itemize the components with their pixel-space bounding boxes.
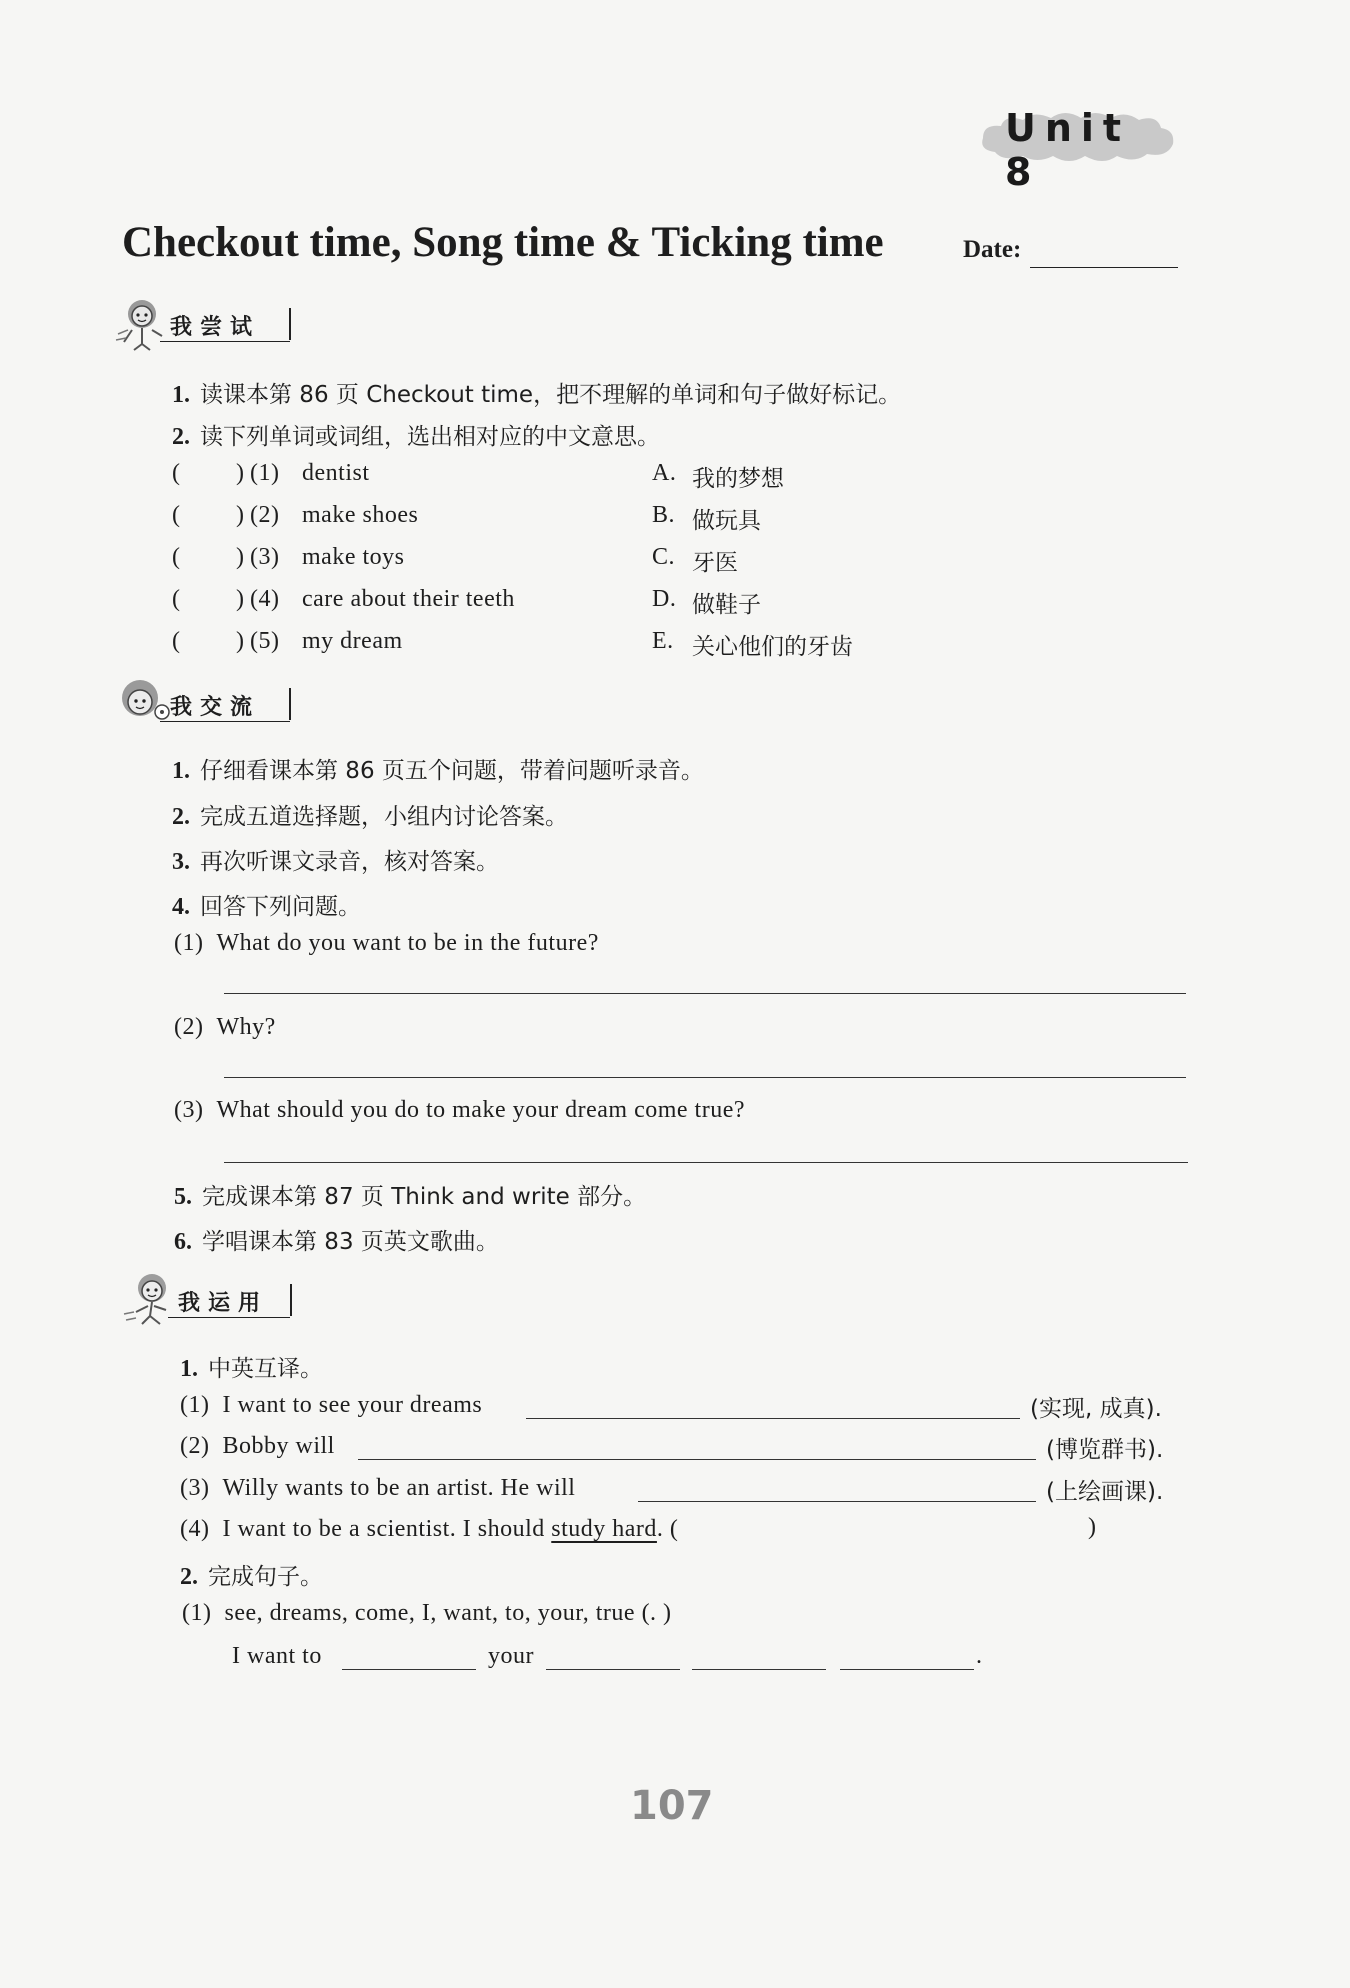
question-number: (1) <box>182 1600 212 1626</box>
item-text: 回答下列问题。 <box>200 894 361 920</box>
boy-cartoon-icon <box>112 672 174 734</box>
talk-item-5 <box>174 1178 646 1211</box>
item-number: 5. <box>174 1184 192 1210</box>
item-number: 1. <box>172 758 190 784</box>
row-text: I want to be a scientist. I should <box>222 1516 552 1542</box>
match-chinese: 牙医 <box>692 550 738 576</box>
match-letter: D. <box>652 586 677 612</box>
translate-blank-3[interactable] <box>638 1501 1036 1502</box>
section-underline <box>160 341 290 342</box>
reorder-blank-2[interactable] <box>546 1669 680 1670</box>
question-text: What do you want to be in the future? <box>216 930 599 956</box>
item-number: 3. <box>172 849 190 875</box>
item-text: 完成五道选择题，小组内讨论答案。 <box>200 804 568 830</box>
question-2 <box>174 1014 276 1041</box>
question-text: Why? <box>216 1014 276 1040</box>
translate-blank-2[interactable] <box>358 1459 1036 1460</box>
item-text: 读下列单词或词组，选出相对应的中文意思。 <box>200 424 660 450</box>
translate-blank-1[interactable] <box>526 1418 1020 1419</box>
try-item-1 <box>172 376 901 409</box>
answer-middle: your <box>488 1643 534 1669</box>
match-english: my dream <box>302 628 403 654</box>
item-text: 再次听课文录音，核对答案。 <box>200 849 499 875</box>
match-letter: E. <box>652 628 674 654</box>
match-english: care about their teeth <box>302 586 515 612</box>
question-number: (1) <box>174 930 204 956</box>
reorder-blank-4[interactable] <box>840 1669 974 1670</box>
reorder-blank-1[interactable] <box>342 1669 476 1670</box>
date-label: Date: <box>963 236 1022 263</box>
girl-cartoon-icon <box>112 292 172 352</box>
item-number: 2. <box>172 424 190 450</box>
translate-row-2 <box>180 1433 335 1460</box>
answer-paren-open[interactable]: ( <box>172 544 180 570</box>
question-1 <box>174 930 599 957</box>
match-chinese: 做鞋子 <box>692 592 761 618</box>
talk-item-3 <box>172 843 499 876</box>
question-number: (2) <box>174 1014 204 1040</box>
answer-paren-close[interactable]: ) <box>236 628 244 654</box>
row-text: Willy wants to be an artist. He will <box>222 1475 576 1501</box>
unit-label: Unit 8 <box>1005 106 1131 194</box>
match-number: (3) <box>250 544 280 570</box>
answer-paren-close[interactable]: ) <box>1088 1514 1097 1540</box>
match-number: (4) <box>250 586 280 612</box>
answer-line-2[interactable] <box>224 1077 1186 1078</box>
section-underline <box>160 721 290 722</box>
item-text: 仔细看课本第 86 页五个问题，带着问题听录音。 <box>200 758 704 784</box>
item-number: 1. <box>180 1356 198 1382</box>
section-try-header <box>112 292 312 352</box>
match-letter: A. <box>652 460 677 486</box>
row-text-end: . ( <box>656 1516 679 1542</box>
item-number: 2. <box>180 1564 198 1590</box>
scrambled-words: see, dreams, come, I, want, to, your, true (. ) <box>224 1600 672 1626</box>
section-try-label: 我尝试 <box>170 315 261 340</box>
use-part-1-title <box>180 1350 323 1383</box>
date-blank[interactable] <box>1030 267 1178 268</box>
translate-hint-3: (上绘画课). <box>1046 1479 1164 1505</box>
question-number: (3) <box>174 1097 204 1123</box>
talk-item-6 <box>174 1223 499 1256</box>
reorder-blank-3[interactable] <box>692 1669 826 1670</box>
match-number: (1) <box>250 460 280 486</box>
row-number: (4) <box>180 1516 210 1542</box>
answer-paren-open[interactable]: ( <box>172 628 180 654</box>
section-divider <box>289 688 291 720</box>
girl-running-icon <box>120 1268 178 1328</box>
row-text: I want to see your dreams <box>222 1392 483 1418</box>
match-letter: C. <box>652 544 676 570</box>
match-chinese: 关心他们的牙齿 <box>692 634 853 660</box>
section-talk-header <box>112 672 312 732</box>
item-text: 完成课本第 87 页 Think and write 部分。 <box>202 1184 647 1210</box>
talk-item-1 <box>172 752 704 785</box>
item-number: 6. <box>174 1229 192 1255</box>
answer-paren-close[interactable]: ) <box>236 460 244 486</box>
answer-period: . <box>976 1643 983 1669</box>
item-text: 学唱课本第 83 页英文歌曲。 <box>202 1229 499 1255</box>
answer-line-3[interactable] <box>224 1162 1188 1163</box>
answer-paren-close[interactable]: ) <box>236 544 244 570</box>
talk-item-4 <box>172 888 361 921</box>
section-talk-label: 我交流 <box>170 695 261 720</box>
answer-line-1[interactable] <box>224 993 1186 994</box>
page-title: Checkout time, Song time & Ticking time <box>122 219 884 266</box>
match-english: make shoes <box>302 502 419 528</box>
page-number: 107 <box>630 1783 714 1829</box>
answer-paren-open[interactable]: ( <box>172 586 180 612</box>
translate-hint-1: (实现, 成真). <box>1030 1396 1162 1422</box>
row-number: (3) <box>180 1475 210 1501</box>
question-3 <box>174 1097 745 1124</box>
translate-hint-2: (博览群书). <box>1046 1437 1164 1463</box>
item-number: 1. <box>172 382 190 408</box>
item-number: 4. <box>172 894 190 920</box>
row-number: (1) <box>180 1392 210 1418</box>
match-chinese: 做玩具 <box>692 508 761 534</box>
question-text: What should you do to make your dream come true? <box>216 1097 745 1123</box>
translate-row-1 <box>180 1392 482 1419</box>
row-text: Bobby will <box>222 1433 335 1459</box>
talk-item-2 <box>172 798 568 831</box>
item-text: 完成句子。 <box>208 1564 323 1590</box>
section-underline <box>168 1317 290 1318</box>
answer-paren-close[interactable]: ) <box>236 586 244 612</box>
use-part-2-title <box>180 1558 323 1591</box>
match-letter: B. <box>652 502 676 528</box>
underlined-phrase: study hard <box>551 1516 657 1542</box>
section-divider <box>290 1284 292 1316</box>
item-number: 2. <box>172 804 190 830</box>
item-text: 中英互译。 <box>208 1356 323 1382</box>
row-number: (2) <box>180 1433 210 1459</box>
match-number: (5) <box>250 628 280 654</box>
match-chinese: 我的梦想 <box>692 466 784 492</box>
match-english: make toys <box>302 544 405 570</box>
answer-prefix: I want to <box>232 1643 322 1669</box>
answer-paren-close[interactable]: ) <box>236 502 244 528</box>
translate-row-3 <box>180 1475 575 1502</box>
match-english: dentist <box>302 460 370 486</box>
translate-row-4 <box>180 1516 678 1543</box>
section-use-header <box>120 1268 320 1328</box>
section-use-label: 我运用 <box>178 1291 269 1316</box>
match-number: (2) <box>250 502 280 528</box>
item-text: 读课本第 86 页 Checkout time，把不理解的单词和句子做好标记。 <box>200 382 902 408</box>
answer-paren-open[interactable]: ( <box>172 460 180 486</box>
answer-paren-open[interactable]: ( <box>172 502 180 528</box>
reorder-question <box>182 1600 672 1627</box>
try-item-2 <box>172 418 660 451</box>
section-divider <box>289 308 291 340</box>
unit-badge <box>975 100 1180 194</box>
